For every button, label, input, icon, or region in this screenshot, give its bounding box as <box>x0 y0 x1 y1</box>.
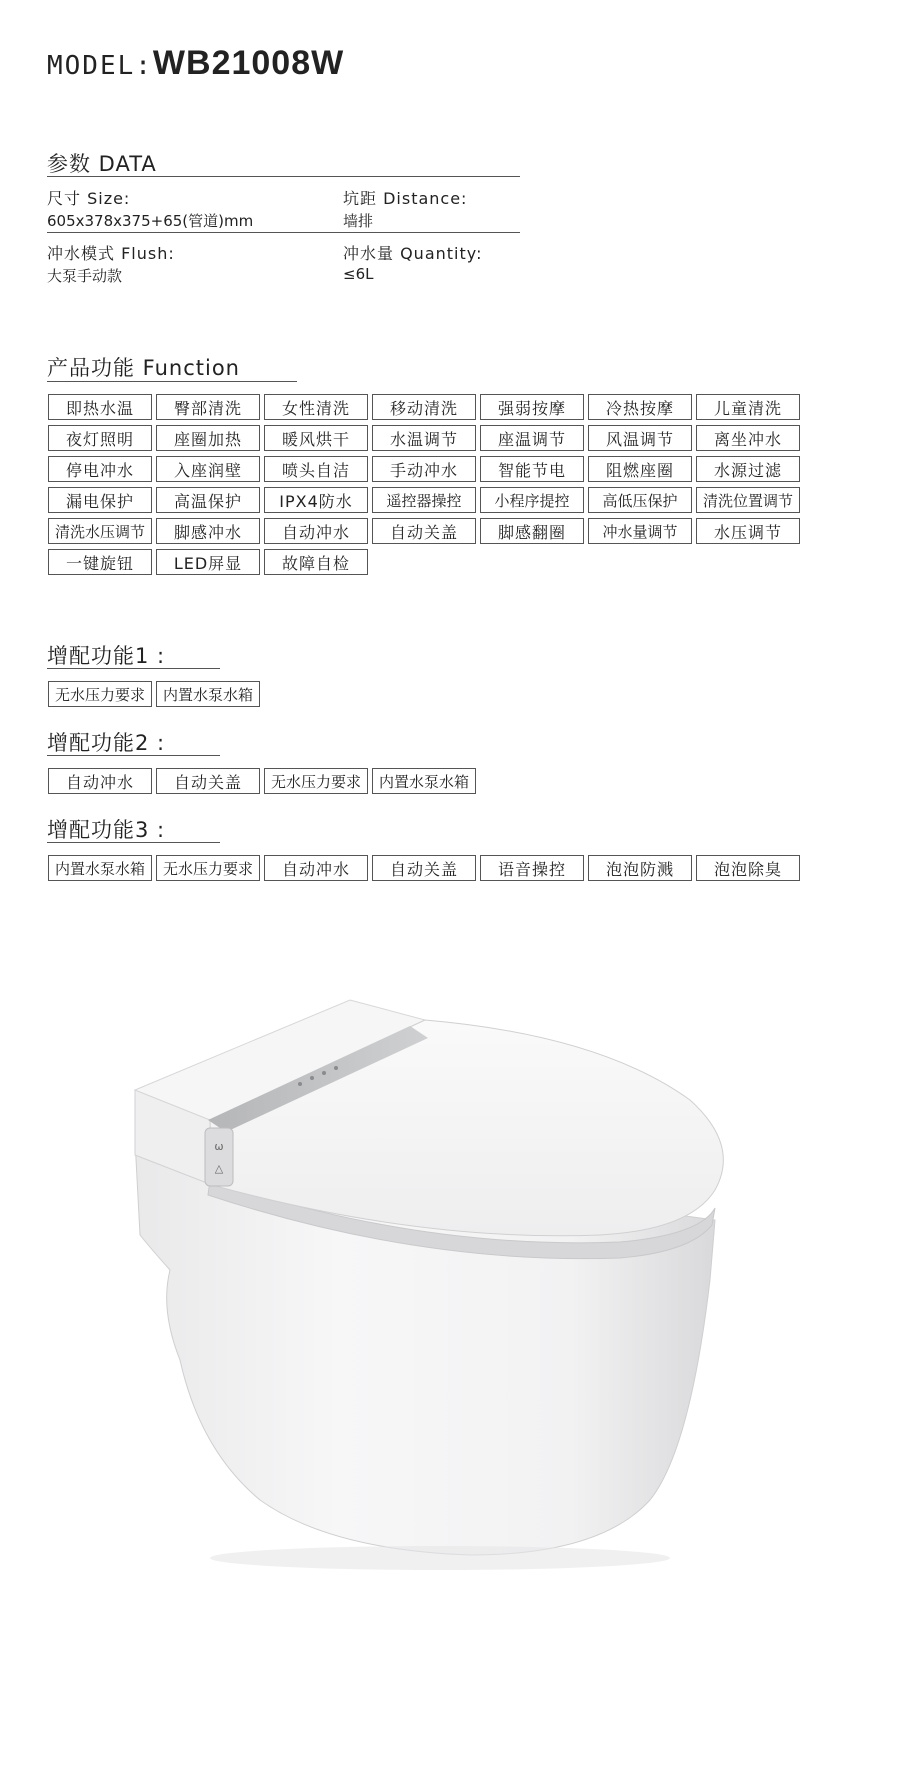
function-tag: 自动关盖 <box>372 518 476 544</box>
function-tag: IPX4防水 <box>264 487 368 513</box>
function-tag: 即热水温 <box>48 394 152 420</box>
function-tag: 脚感翻圈 <box>480 518 584 544</box>
function-section-title: 产品功能 Function <box>47 356 240 380</box>
data-title-divider <box>47 176 520 177</box>
function-tag: 漏电保护 <box>48 487 152 513</box>
function-tag: 水压调节 <box>696 518 800 544</box>
addon3-tag: 语音操控 <box>480 855 584 881</box>
addon2-title: 增配功能2 : <box>47 731 166 755</box>
function-tag: 清洗水压调节 <box>48 518 152 544</box>
function-tag: 喷头自洁 <box>264 456 368 482</box>
addon3-tag: 泡泡除臭 <box>696 855 800 881</box>
function-tag: 移动清洗 <box>372 394 476 420</box>
function-tag: 女性清洗 <box>264 394 368 420</box>
function-tag: LED屏显 <box>156 549 260 575</box>
function-tag: 强弱按摩 <box>480 394 584 420</box>
data-section-title: 参数 DATA <box>47 152 157 176</box>
flush-label: 冲水模式 Flush: <box>47 244 175 263</box>
addon2-tag: 无水压力要求 <box>264 768 368 794</box>
function-tag: 脚感冲水 <box>156 518 260 544</box>
function-tag-grid <box>48 394 800 575</box>
function-tag: 故障自检 <box>264 549 368 575</box>
function-tag: 夜灯照明 <box>48 425 152 451</box>
function-tag: 水源过滤 <box>696 456 800 482</box>
function-tag: 自动冲水 <box>264 518 368 544</box>
addon1-tag: 无水压力要求 <box>48 681 152 707</box>
function-tag: 儿童清洗 <box>696 394 800 420</box>
function-tag: 高低压保护 <box>588 487 692 513</box>
size-value: 605x378x375+65(管道)mm <box>47 212 254 230</box>
quantity-label: 冲水量 Quantity: <box>343 244 483 263</box>
function-tag: 遥控器操控 <box>372 487 476 513</box>
function-tag: 暖风烘干 <box>264 425 368 451</box>
addon1-divider <box>47 668 220 669</box>
model-number: WB21008W <box>152 44 345 82</box>
function-tag: 一键旋钮 <box>48 549 152 575</box>
model-label: MODEL: <box>47 51 153 81</box>
addon3-title: 增配功能3 : <box>47 818 166 842</box>
model-heading <box>47 44 344 83</box>
function-tag: 离坐冲水 <box>696 425 800 451</box>
addon1-tag: 内置水泵水箱 <box>156 681 260 707</box>
smart-toilet-illustration-icon <box>0 980 900 1600</box>
distance-value: 墙排 <box>343 212 374 230</box>
function-tag: 高温保护 <box>156 487 260 513</box>
addon3-tag: 内置水泵水箱 <box>48 855 152 881</box>
addon3-tag: 泡泡防溅 <box>588 855 692 881</box>
data-row-divider <box>47 232 520 233</box>
function-tag: 阻燃座圈 <box>588 456 692 482</box>
addon3-tags <box>48 855 800 881</box>
function-tag: 座圈加热 <box>156 425 260 451</box>
addon2-tag: 自动冲水 <box>48 768 152 794</box>
addon1-tags <box>48 681 260 707</box>
function-tag: 智能节电 <box>480 456 584 482</box>
function-tag: 水温调节 <box>372 425 476 451</box>
addon3-tag: 无水压力要求 <box>156 855 260 881</box>
addon2-divider <box>47 755 220 756</box>
addon3-tag: 自动冲水 <box>264 855 368 881</box>
addon2-tag: 内置水泵水箱 <box>372 768 476 794</box>
function-tag: 座温调节 <box>480 425 584 451</box>
addon2-tag: 自动关盖 <box>156 768 260 794</box>
button-glyph-1: ω <box>214 1140 224 1153</box>
addon2-tags <box>48 768 476 794</box>
distance-label: 坑距 Distance: <box>343 189 468 208</box>
addon3-divider <box>47 842 220 843</box>
button-glyph-2: △ <box>214 1162 224 1175</box>
addon3-tag: 自动关盖 <box>372 855 476 881</box>
function-tag: 手动冲水 <box>372 456 476 482</box>
function-tag: 清洗位置调节 <box>696 487 800 513</box>
function-tag: 冷热按摩 <box>588 394 692 420</box>
function-tag: 冲水量调节 <box>588 518 692 544</box>
addon1-title: 增配功能1 : <box>47 644 166 668</box>
flush-value: 大泵手动款 <box>47 267 123 285</box>
quantity-value: ≤6L <box>343 265 374 283</box>
function-tag: 臀部清洗 <box>156 394 260 420</box>
size-label: 尺寸 Size: <box>47 189 131 208</box>
function-tag: 停电冲水 <box>48 456 152 482</box>
function-tag: 风温调节 <box>588 425 692 451</box>
function-tag: 小程序提控 <box>480 487 584 513</box>
function-tag: 入座润壁 <box>156 456 260 482</box>
function-title-divider <box>47 381 297 382</box>
